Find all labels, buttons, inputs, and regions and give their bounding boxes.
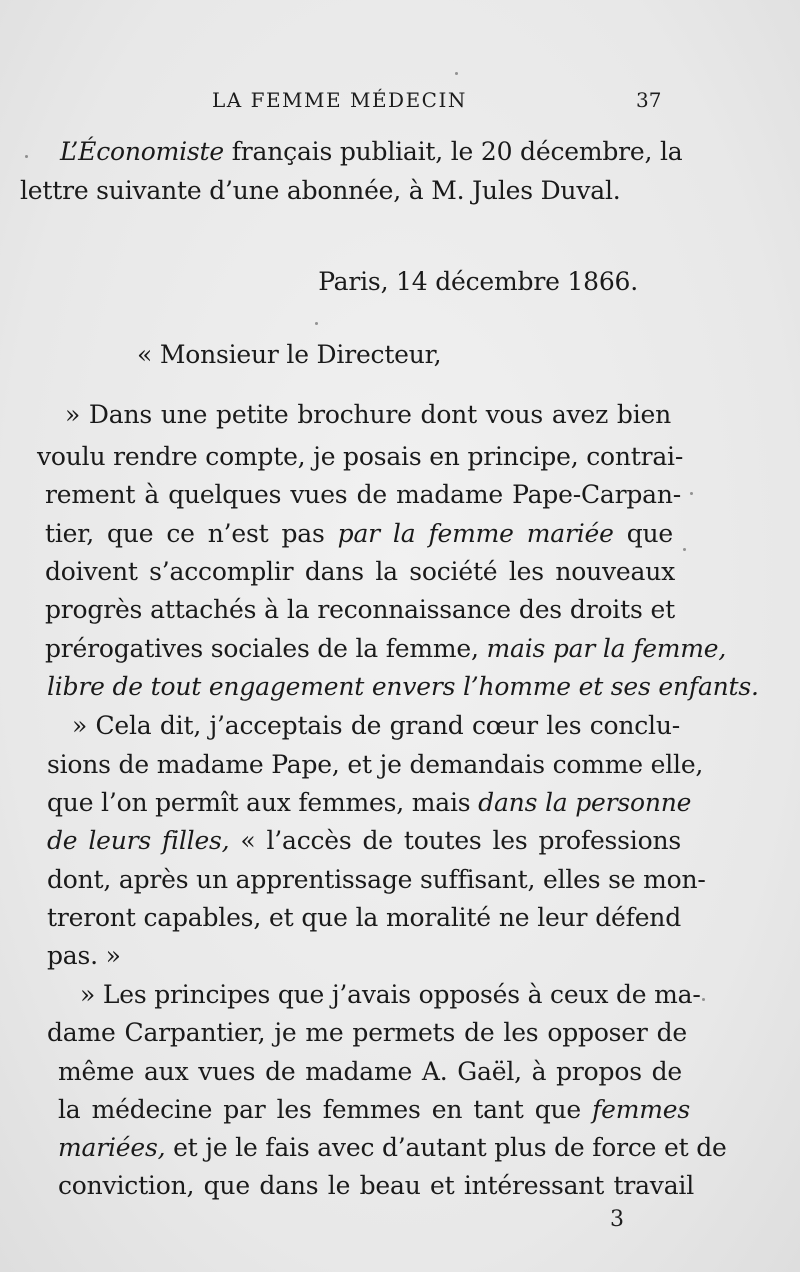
text-line [60,135,683,169]
text-run: pas. » [47,941,121,970]
text-run: sions de madame Pape, et je demandais comme elle, [47,750,704,779]
running-title: LA FEMME MÉDECIN [212,88,467,112]
text-run: tier, que ce n’est pas [45,519,338,548]
text-line [45,517,673,551]
text-line [45,555,675,589]
paper-speck [455,72,458,75]
text-line [20,265,638,299]
text-run: que l’on permît aux femmes, mais [47,788,479,817]
text-run: dont, après un apprentissage suffisant, elles se mon- [47,865,706,894]
text-line [47,901,681,935]
italic-run: libre de tout engagement envers l’homme et ses enfants. [47,672,759,701]
italic-run: mariées, [58,1133,166,1162]
text-run: » Les principes que j’avais opposés à ceux de ma- [80,980,701,1009]
italic-run: de leurs filles, [47,826,230,855]
text-run: conviction, que dans le beau et intéressant travail [58,1171,694,1200]
text-line [58,1169,694,1203]
italic-run: par la femme mariée [337,519,614,548]
paper-speck [315,322,318,325]
text-line [20,174,650,208]
text-run: prérogatives sociales de la femme, [45,634,487,663]
text-line [47,863,706,897]
italic-run: mais par la femme, [486,634,727,663]
italic-run: dans la personne [478,788,692,817]
text-line [80,978,701,1012]
paper-speck [690,492,693,495]
text-run: et je le fais avec d’autant plus de force et de [165,1133,727,1162]
paper-speck [25,155,28,158]
text-run: Paris, 14 décembre 1866. [318,267,638,296]
text-line [47,786,692,820]
text-line [58,1131,727,1165]
text-run: que [613,519,674,548]
signature-mark: 3 [610,1207,624,1232]
text-run: français publiait, le 20 décembre, la [223,137,683,166]
text-run: même aux vues de madame A. Gaël, à propos de [58,1057,682,1086]
text-line [45,593,675,627]
text-line [45,478,681,512]
text-run: dame Carpantier, je me permets de les opposer de [47,1018,687,1047]
text-run: rement à quelques vues de madame Pape-Carpan- [45,480,681,509]
text-line [47,939,677,973]
text-run: progrès attachés à la reconnaissance des droits et [45,595,675,624]
text-run: » Dans une petite brochure dont vous avez bien [65,400,671,429]
text-line [47,1016,687,1050]
italic-run: L’Économiste [60,137,224,166]
text-run: treront capables, et que la moralité ne leur défend [47,903,681,932]
text-line [47,748,704,782]
text-line [47,670,759,704]
text-line [58,1055,682,1089]
text-run: » Cela dit, j’acceptais de grand cœur les conclu- [72,711,680,740]
text-line [37,440,684,474]
italic-run: femmes [592,1095,690,1124]
text-run: doivent s’accomplir dans la société les nouveaux [45,557,675,586]
text-line [47,824,681,858]
paper-speck [683,548,686,551]
text-line [137,338,767,372]
paper-speck [702,998,705,1001]
text-line [72,709,680,743]
text-run: « Monsieur le Directeur, [137,340,442,369]
text-run: lettre suivante d’une abonnée, à M. Jules Duval. [20,176,621,205]
page-header [0,88,800,118]
text-run: voulu rendre compte, je posais en principe, contrai- [37,442,684,471]
text-run: « l’accès de toutes les professions [229,826,681,855]
text-line [58,1093,690,1127]
text-run: la médecine par les femmes en tant que [58,1095,593,1124]
text-line [65,398,671,432]
text-line [45,632,727,666]
page-number: 37 [636,88,662,112]
